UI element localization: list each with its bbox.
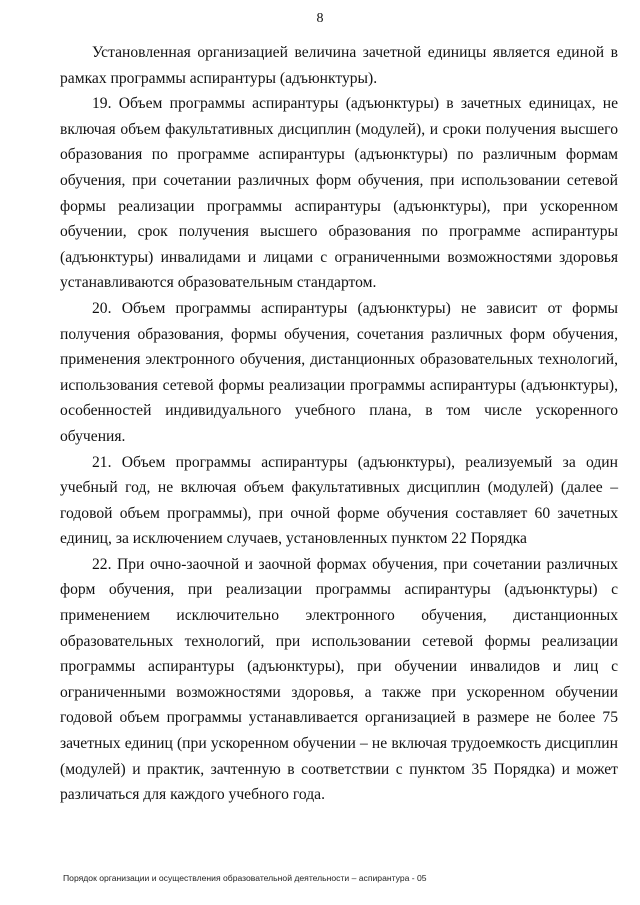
page-footer: Порядок организации и осуществления образовательной деятельности – аспирантура - 05: [63, 873, 427, 883]
paragraph-intro: Установленная организацией величина зачетной единицы является единой в рамках программы аспирантуры (адъюнктуры).: [60, 44, 618, 87]
document-body: [60, 40, 618, 808]
paragraph-22: 22. При очно-заочной и заочной формах обучения, при сочетании различных форм обучения, при реализации программы аспирантуры (адъюнктуры) с применением исключительно электронного обучения, дистанционных образовательных технологий, при использовании сетевой формы реализации программы аспирантуры (адъюнктуры), при обучении инвалидов и лиц с ограниченными возможностями здоровья, а также при ускоренном обучении годовой объем программы устанавливается организацией в размере не более 75 зачетных единиц (при ускоренном обучении – не включая трудоемкость дисциплин (модулей) и практик, зачтенную в соответствии с пунктом 35 Порядка) и может различаться для каждого учебного года.: [60, 555, 618, 804]
paragraph-20: 20. Объем программы аспирантуры (адъюнктуры) не зависит от формы получения образования, формы обучения, сочетания различных форм обучения, применения электронного обучения, дистанционных образовательных технологий, использования сетевой формы реализации программы аспирантуры (адъюнктуры), особенностей индивидуального учебного плана, в том числе ускоренного обучения.: [60, 299, 618, 445]
page-number: 8: [316, 11, 324, 26]
paragraph-19: 19. Объем программы аспирантуры (адъюнктуры) в зачетных единицах, не включая объем факультативных дисциплин (модулей), и сроки получения высшего образования по программе аспирантуры (адъюнктуры) по различным формам обучения, при сочетании различных форм обучения, при использовании сетевой формы реализации программы аспирантуры (адъюнктуры), при ускоренном обучении, срок получения высшего образования по программе аспирантуры (адъюнктуры) инвалидами и лицами с ограниченными возможностями здоровья устанавливаются образовательным стандартом.: [60, 95, 618, 292]
paragraph-21: 21. Объем программы аспирантуры (адъюнктуры), реализуемый за один учебный год, не включая объем факультативных дисциплин (модулей) (далее – годовой объем программы), при очной форме обучения составляет 60 зачетных единиц, за исключением случаев, установленных пунктом 22 Порядка: [60, 453, 618, 548]
